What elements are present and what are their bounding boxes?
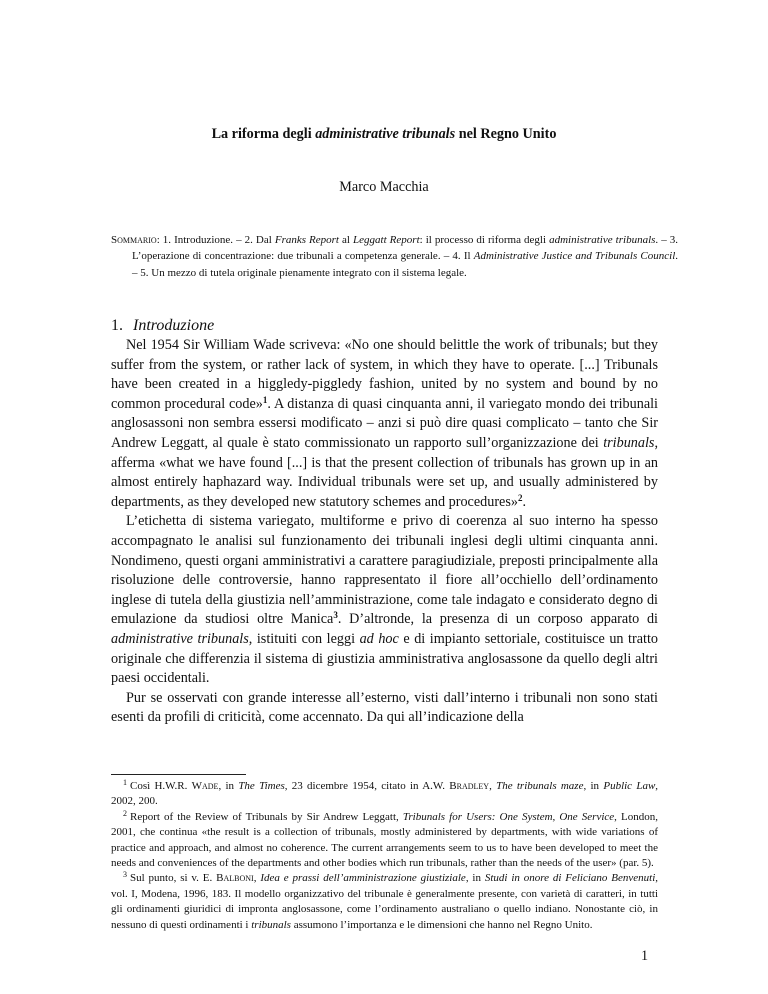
summary-emphasis: Administrative Justice and Tribunals Council	[473, 250, 676, 263]
title-text: La riforma degli	[211, 126, 316, 142]
footnote-number: 2	[123, 808, 127, 818]
paragraph-text: Nel 1954 Sir William Wade scriveva: «No one should belittle the work of tribunals; but they suffer from the system, or rather lack of system, in which they have to operate. [...] Tribunals have been created in a higgledy-piggledy fashion, united by no system and bound by no common procedural code»	[111, 337, 658, 412]
table-of-contents-summary	[111, 232, 678, 281]
title-emphasis: administrative tribunals	[315, 126, 456, 142]
footnote-ref: 1	[262, 394, 268, 405]
footnote-divider	[111, 774, 246, 775]
footnote	[111, 810, 658, 872]
summary-text: . – 3. L’operazione di concentrazione: due tribunali a competenza generale. – 4. Il	[132, 234, 678, 263]
summary-emphasis: Leggatt Report	[353, 234, 420, 246]
section-title: Introduzione	[133, 317, 215, 334]
paragraph-emphasis: administrative tribunals	[111, 630, 249, 647]
footnote-text: assumono l’importanza e le dimensioni che hanno nel Regno Unito.	[290, 918, 593, 931]
footnote-text: , vol. I, Modena, 1996, 183. Il modello organizzativo del tribunale è generalmente presente, con varietà di caratteri, in tutti gli ordinamenti giuridici di impronta anglosassone, come l’ordinamento australiano o quello indiano. Nonostante ciò, in nessuno di questi ordinamenti i	[111, 872, 659, 931]
footnote-emphasis: The tribunals maze	[496, 780, 584, 792]
footnote-author: Bradley	[449, 780, 490, 792]
footnote-emphasis: Public Law	[603, 780, 656, 792]
footnote-emphasis: Idea e prassi dell’amministrazione giustiziale	[260, 872, 466, 885]
footnote-text: , in	[218, 780, 239, 792]
footnote-text: ,	[489, 780, 497, 792]
footnote-text: Così H.W.R.	[130, 780, 192, 792]
footnote-ref: 3	[333, 610, 338, 621]
footnote-author: Balboni	[216, 872, 254, 885]
paragraph-text: . A distanza di quasi cinquanta anni, il variegato mondo dei tribunali anglosassoni non sembra essersi modificato – anzi si può dire quasi complicato – tanto che Sir Andrew Leggatt, al quale è stato commissionato un rapporto sull’organizzazione dei	[111, 395, 659, 451]
section-number: 1.	[111, 317, 123, 334]
footnote-text: , 23 dicembre 1954, citato in A.W.	[284, 780, 450, 792]
paragraph-text: , istituiti con leggi	[248, 630, 360, 647]
paragraph	[111, 336, 658, 512]
body-text	[111, 336, 658, 728]
paragraph-text: e di impianto settoriale, costituisce un tratto originale che differenzia il sistema di giustizia amministrativa anglosassone da quello degli altri paesi occidentali.	[111, 630, 658, 687]
summary-text: al	[339, 234, 354, 246]
paragraph-text: , afferma «what we have found [...] is that the present collection of tribunals has grown up in an almost entirely haphazard way. Individual tribunals were set up, and usually administered by departments, as they developed new statutory schemes and procedures»	[111, 434, 658, 510]
footnote	[111, 871, 658, 933]
summary-text: : il processo di riforma degli	[419, 234, 550, 246]
summary-emphasis: Franks Report	[274, 234, 339, 246]
footnote-text: ,	[253, 872, 261, 885]
summary-text: : 1. Introduzione. – 2. Dal	[156, 234, 275, 246]
paragraph: Pur se osservati con grande interesse all’esterno, visti dall’interno i tribunali non sono stati esenti da profili di criticità, come accennato. Da qui all’indicazione della	[111, 689, 658, 726]
footnote-ref: 2	[517, 492, 523, 503]
footnote-emphasis: The Times	[238, 780, 285, 792]
footnote-text: Report of the Review of Tribunals by Sir Andrew Leggatt,	[130, 810, 403, 823]
author-name: Marco Macchia	[339, 179, 429, 195]
summary-text: . – 5. Un mezzo di tutela originale pienamente integrato con il sistema legale.	[132, 250, 678, 279]
paragraph-emphasis: ad hoc	[359, 630, 399, 647]
footnotes	[111, 779, 658, 933]
paragraph-text: L’etichetta di sistema variegato, multiforme e privo di coerenza al suo interno ha spesso accompagnato le analisi sul funzionamento dei tribunali inglesi degli ultimi cinquanta anni. Nondimeno, questi organi amministrativi a carattere paragiudiziale, preposti principalmente alla risoluzione delle controversie, hanno rappresentato il fiore all’occhiello dell’ordinamento inglese di tutela della giustizia nell’amministrazione, come tale indagato e considerato degno di emulazione da studiosi oltre Manica	[111, 513, 658, 628]
footnote-text: , in	[583, 780, 604, 792]
summary-emphasis: administrative tribunals	[549, 234, 656, 246]
section-heading	[111, 316, 214, 336]
page-number: 1	[641, 948, 649, 964]
footnote-emphasis: Tribunals for Users: One System, One Service	[402, 810, 615, 823]
footnote-text: , London, 2001, che continua «the result is a collection of tribunals, mostly administered by departments, with wide variations of practice and approach, and almost no coherence. The current arrangements seem to us to have been developed to meet the needs and conveniences of the departments and other bodies which run tribunals, rather than the needs of the user» (par. 5).	[111, 810, 658, 870]
footnote-emphasis: Studi in onore di Feliciano Benvenuti	[484, 872, 656, 885]
footnote-text: , in	[465, 872, 485, 885]
paragraph	[111, 512, 658, 688]
footnote-text: Sul punto, si v. E.	[130, 872, 217, 885]
paper-title	[0, 126, 768, 143]
footnote-text: , 2002, 200.	[111, 780, 659, 808]
footnote-number: 3	[123, 870, 127, 880]
footnote-emphasis: tribunals	[251, 918, 291, 931]
summary-label: Sommario	[111, 234, 157, 246]
footnote-author: Wade	[191, 780, 219, 792]
paragraph-emphasis: tribunals	[603, 434, 655, 451]
title-text-end: nel Regno Unito	[455, 126, 557, 142]
footnote-number: 1	[123, 778, 127, 787]
paragraph-text: . D’altronde, la presenza di un corposo apparato di	[337, 611, 658, 628]
paragraph-text: .	[522, 493, 527, 510]
footnote	[111, 779, 658, 810]
